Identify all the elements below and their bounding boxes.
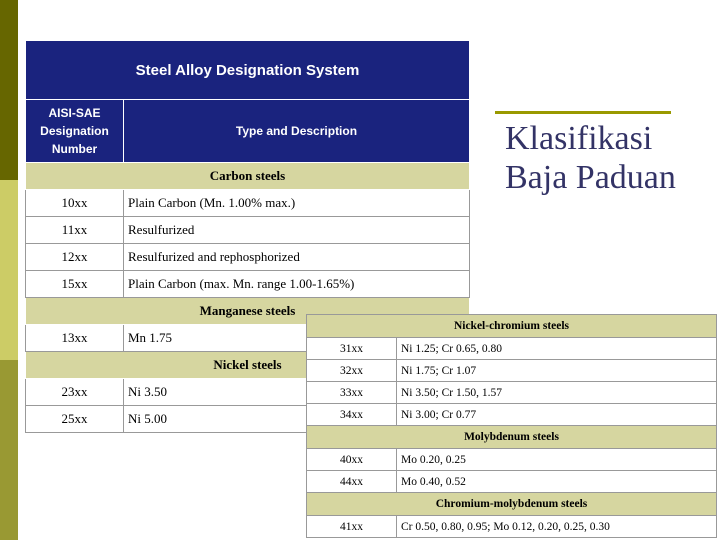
description-cell: Resulfurized <box>124 217 470 244</box>
column-header-designation: AISI-SAE Designation Number <box>26 100 124 163</box>
table-row <box>307 516 717 538</box>
table-row <box>307 404 717 426</box>
designation-cell: 32xx <box>307 360 397 382</box>
designation-cell: 10xx <box>26 190 124 217</box>
section-header: Molybdenum steels <box>307 426 717 449</box>
table-row <box>26 271 470 298</box>
left-accent-bar-dark <box>0 0 18 180</box>
designation-cell: 25xx <box>26 406 124 433</box>
section-header: Nickel-chromium steels <box>307 315 717 338</box>
description-cell: Plain Carbon (max. Mn. range 1.00-1.65%) <box>124 271 470 298</box>
designation-cell: 40xx <box>307 449 397 471</box>
section-header: Carbon steels <box>26 163 470 190</box>
designation-cell: 34xx <box>307 404 397 426</box>
table-row <box>26 190 470 217</box>
description-cell: Ni 5.00 <box>124 406 470 433</box>
description-cell: Mo 0.40, 0.52 <box>397 471 717 493</box>
description-cell: Ni 1.75; Cr 1.07 <box>397 360 717 382</box>
table-row <box>307 382 717 404</box>
description-cell: Ni 3.00; Cr 0.77 <box>397 404 717 426</box>
section-header: Manganese steels <box>26 298 470 325</box>
steel-designation-table-continued <box>306 314 717 538</box>
table-title: Steel Alloy Designation System <box>26 41 470 100</box>
description-cell: Mn 1.75 <box>124 325 470 352</box>
title-rule <box>495 111 671 114</box>
description-cell: Cr 0.50, 0.80, 0.95; Mo 0.12, 0.20, 0.25, 0.30 <box>397 516 717 538</box>
section-header: Nickel steels <box>26 352 470 379</box>
description-cell: Ni 1.25; Cr 0.65, 0.80 <box>397 338 717 360</box>
table-row <box>307 360 717 382</box>
description-cell: Resulfurized and rephosphorized <box>124 244 470 271</box>
table-row <box>307 471 717 493</box>
table-row <box>307 338 717 360</box>
description-cell: Plain Carbon (Mn. 1.00% max.) <box>124 190 470 217</box>
designation-cell: 11xx <box>26 217 124 244</box>
designation-cell: 41xx <box>307 516 397 538</box>
table-row <box>26 217 470 244</box>
designation-cell: 33xx <box>307 382 397 404</box>
column-header-description: Type and Description <box>124 100 470 163</box>
designation-cell: 23xx <box>26 379 124 406</box>
designation-cell: 13xx <box>26 325 124 352</box>
designation-cell: 44xx <box>307 471 397 493</box>
description-cell: Ni 3.50; Cr 1.50, 1.57 <box>397 382 717 404</box>
slide-title: Klasifikasi Baja Paduan <box>505 120 676 196</box>
left-accent-bar-mid <box>0 360 18 540</box>
designation-cell: 15xx <box>26 271 124 298</box>
designation-cell: 31xx <box>307 338 397 360</box>
section-header: Chromium-molybdenum steels <box>307 493 717 516</box>
description-cell: Mo 0.20, 0.25 <box>397 449 717 471</box>
designation-cell: 12xx <box>26 244 124 271</box>
table-row <box>26 244 470 271</box>
description-cell: Ni 3.50 <box>124 379 470 406</box>
table-row <box>307 449 717 471</box>
